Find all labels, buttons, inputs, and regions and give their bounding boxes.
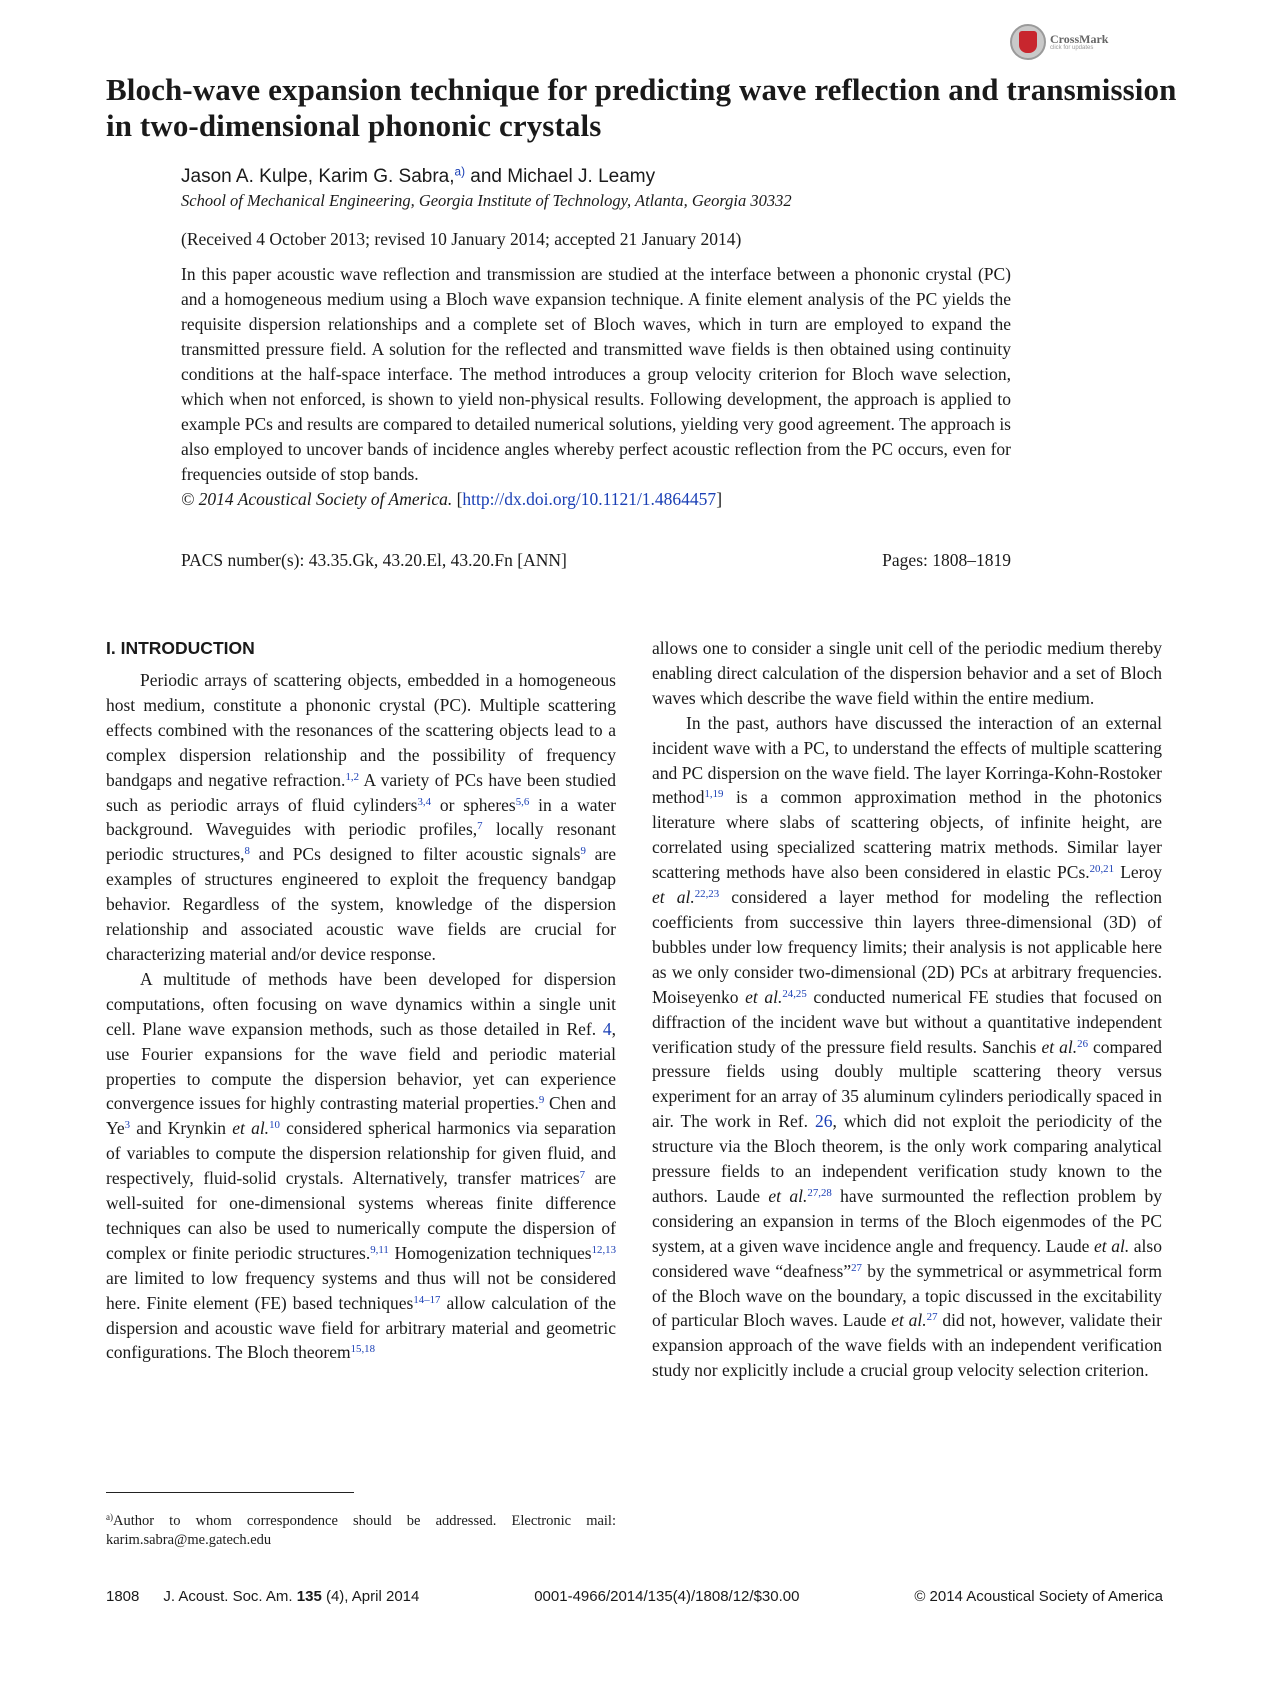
citation-link[interactable]: 27: [926, 1311, 938, 1324]
citation-link[interactable]: 15,18: [350, 1343, 376, 1356]
intro-paragraph-3: [652, 711, 1162, 1383]
citation-link[interactable]: 9: [580, 845, 586, 858]
text-run: Homogenization techniques: [388, 1242, 592, 1263]
section-heading: I. INTRODUCTION: [106, 638, 255, 658]
et-al: et al.: [745, 986, 783, 1007]
citation-link[interactable]: 7: [579, 1169, 586, 1182]
citation-link[interactable]: 1,19: [704, 788, 724, 801]
text-run: considered spherical harmonics via separation of variables to compute the dispersion relationship for given fluid, and respectively, fluid-solid crystals. Alternatively, transfer matrices: [106, 1118, 616, 1189]
text-run: have surmounted the reflection problem by considering an expansion in terms of the Bloch eigenmodes of the PC system, at a given wave incidence angle and frequency. Laude: [652, 1185, 1162, 1256]
citation-link[interactable]: 9: [538, 1094, 545, 1107]
text-run: , use Fourier expansions for the wave field and periodic material properties to compute the dispersion behavior, yet can experience convergence issues for highly contrasting material properties.: [106, 1018, 616, 1114]
reference-link[interactable]: 4: [602, 1018, 612, 1039]
text-run: and PCs designed to filter acoustic signals: [249, 844, 581, 865]
text-run: considered a layer method for modeling the reflection coefficients from successive thin layers three-dimensional (3D) of bubbles under low frequency limits; their analysis is not applicable here as we only consider two-dimensional (2D) PCs at arbitrary frequencies. Moiseyenko: [652, 887, 1162, 1007]
et-al: et al.: [768, 1185, 808, 1206]
text-run: are examples of structures engineered to exploit the frequency bandgap behavior. Regardless of the system, knowledge of the dispersion relationship and associated acoustic wave fields are crucial for characterizing material and/or device response.: [106, 844, 616, 964]
text-run: or spheres: [431, 794, 516, 815]
text-run: , which did not exploit the periodicity of the structure via the Bloch theorem, is the only work comparing analytical pressure fields to an independent verification study known to the authors. Laude: [652, 1111, 1162, 1206]
text-run: Leroy: [1114, 862, 1162, 883]
footnote: [106, 1512, 616, 1550]
page-number: 1808: [106, 1588, 140, 1605]
text-run: compared pressure fields using doubly multiple scattering theory versus experiment for an array of 35 aluminum cylinders periodically spaced in air. The work in Ref.: [652, 1036, 1163, 1132]
text-run: also considered wave “deafness”: [652, 1235, 1162, 1281]
crossmark-icon: [1010, 24, 1046, 60]
text-run: are well-suited for one-dimensional systems whereas finite difference techniques can also be used to numerically compute the dispersion of complex or finite periodic structures.: [106, 1168, 616, 1263]
et-al: et al.: [891, 1310, 927, 1331]
text-run: and Krynkin: [130, 1118, 233, 1139]
citation-link[interactable]: 7: [477, 820, 483, 833]
footnote-mark: a): [106, 1512, 113, 1523]
affiliation: School of Mechanical Engineering, Georgia Institute of Technology, Atlanta, Georgia 30332: [181, 191, 792, 210]
page-footer: [106, 1588, 1163, 1606]
right-column: [652, 636, 1162, 1383]
et-al: et al.: [232, 1118, 270, 1139]
text-run: In the past, authors have discussed the interaction of an external incident wave with a PC, to understand the effects of multiple scattering and PC dispersion on the wave field. The layer Korringa-Kohn-Rostoker method: [652, 712, 1162, 808]
text-run: allow calculation of the dispersion and acoustic wave field for arbitrary material and geometric configurations. The Bloch theorem: [106, 1292, 616, 1363]
citation-link[interactable]: 20,21: [1089, 863, 1115, 876]
text-run: in a water background. Waveguides with periodic profiles,: [106, 794, 616, 840]
text-run: by the symmetrical or asymmetrical form of the Bloch wave on the boundary, a topic discussed in the excitability of particular Bloch waves. Laude: [652, 1260, 1162, 1331]
citation-link[interactable]: 12,13: [591, 1243, 617, 1256]
doi-link[interactable]: http://dx.doi.org/10.1121/1.4864457: [462, 489, 717, 509]
citation-link[interactable]: 3: [124, 1119, 131, 1132]
footnote-text: Author to whom correspondence should be addressed. Electronic mail: karim.sabra@me.gatech.edu: [106, 1513, 616, 1548]
citation-link[interactable]: 14–17: [413, 1293, 441, 1306]
citation-link[interactable]: 27: [851, 1261, 862, 1274]
citation-link[interactable]: 10: [269, 1119, 280, 1132]
citation-link[interactable]: 3,4: [417, 795, 432, 808]
text-run: locally resonant periodic structures,: [106, 819, 617, 865]
left-column: [106, 636, 616, 1365]
text-run: are limited to low frequency systems and thus will not be considered here. Finite element (FE) based techniques: [106, 1267, 616, 1313]
author-note-mark[interactable]: a): [454, 165, 465, 179]
footer-copyright: © 2014 Acoustical Society of America: [914, 1588, 1163, 1605]
text-run: Chen and Ye: [106, 1093, 616, 1139]
et-al: et al.: [1094, 1235, 1130, 1256]
author-names-2: and Michael J. Leamy: [465, 166, 656, 187]
crossmark-badge[interactable]: [1010, 22, 1120, 62]
text-run: A variety of PCs have been studied such as periodic arrays of fluid cylinders: [106, 769, 616, 815]
intro-paragraph-2: [106, 967, 616, 1366]
footnote-divider: [106, 1492, 354, 1493]
intro-paragraph-continued: allows one to consider a single unit cell of the periodic medium thereby enabling direct calculation of the dispersion behavior and a set of Bloch waves which describe the wave field within the entire medium.: [652, 638, 1162, 708]
abstract: In this paper acoustic wave reflection and transmission are studied at the interface between a phononic crystal (PC) and a homogeneous medium using a Bloch wave expansion technique. A finite element analysis of the PC yields the requisite dispersion relationships and a complete set of Bloch waves, which in turn are employed to expand the transmitted pressure field. A solution for the reflected and transmitted wave fields is then obtained using continuity conditions at the half-space interface. The method introduces a group velocity criterion for Bloch wave selection, which when not enforced, is shown to yield non-physical results. Following development, the approach is applied to example PCs and results are compared to detailed numerical solutions, yielding very good agreement. The approach is also employed to uncover bands of incidence angles whereby perfect acoustic reflection from the PC occurs, even for frequencies outside of stop bands. © 2014 Acoustical Society of America. [http://dx.doi.org/10.1121/1.4864457]: [181, 264, 1011, 509]
journal-name: J. Acoust. Soc. Am.: [163, 1588, 297, 1605]
abstract-text: In this paper acoustic wave reflection and transmission are studied at the interface between a phononic crystal (PC) and a homogeneous medium using a Bloch wave expansion technique. A finite element analysis of the PC yields the requisite dispersion relationships and a complete set of Bloch waves, which in turn are employed to expand the transmitted pressure field. A solution for the reflected and transmitted wave fields is then obtained using continuity conditions at the half-space interface. The method introduces a group velocity criterion for Bloch wave selection, which when not enforced, is shown to yield non-physical results. Following development, the approach is applied to example PCs and results are compared to detailed numerical solutions, yielding very good agreement. The approach is also employed to uncover bands of incidence angles whereby perfect acoustic reflection from the PC occurs, even for frequencies outside of stop bands.: [181, 264, 1011, 484]
citation-link[interactable]: 9,11: [370, 1243, 389, 1256]
received-dates: (Received 4 October 2013; revised 10 January 2014; accepted 21 January 2014): [181, 229, 742, 249]
citation-link[interactable]: 26: [1077, 1037, 1088, 1050]
text-run: Periodic arrays of scattering objects, embedded in a homogeneous host medium, constitute a phononic crystal (PC). Multiple scattering effects combined with the resonances of the scattering objects lead to a complex dispersion relationship and the possibility of frequency bandgaps and negative refraction.: [106, 670, 616, 790]
author-list: [181, 166, 655, 188]
citation-link[interactable]: 8: [244, 845, 250, 858]
et-al: et al.: [1041, 1036, 1078, 1057]
abstract-copyright: © 2014 Acoustical Society of America.: [181, 489, 453, 509]
citation-link[interactable]: 5,6: [515, 795, 530, 808]
text-run: conducted numerical FE studies that focused on diffraction of the incident wave but without a quantitative independent verification study of the pressure field results. Sanchis: [652, 986, 1162, 1057]
crossmark-label: CrossMark: [1050, 31, 1109, 46]
citation-link[interactable]: 24,25: [782, 987, 807, 1000]
article-code: 0001-4966/2014/135(4)/1808/12/$30.00: [534, 1588, 800, 1605]
pacs-row: [181, 549, 1011, 571]
reference-link[interactable]: 26: [814, 1111, 833, 1132]
author-names-1: Jason A. Kulpe, Karim G. Sabra,: [181, 166, 455, 187]
citation-link[interactable]: 27,28: [807, 1186, 832, 1199]
et-al: et al.: [652, 887, 695, 908]
journal-volume: 135: [296, 1588, 322, 1605]
citation-link[interactable]: 22,23: [694, 888, 720, 901]
text-run: did not, however, validate their expansion approach of the wave fields with an independent verification study nor explicitly include a crucial group velocity selection criterion.: [652, 1310, 1162, 1381]
crossmark-sublabel: click for updates: [1050, 44, 1094, 51]
paper-title: Bloch-wave expansion technique for predicting wave reflection and transmission in two-dimensional phononic crystals: [106, 72, 1177, 143]
pacs-numbers: PACS number(s): 43.35.Gk, 43.20.El, 43.20.Fn [ANN]: [181, 550, 567, 570]
citation-link[interactable]: 1,2: [345, 770, 359, 783]
journal-issue: (4), April 2014: [321, 1588, 420, 1605]
text-run: A multitude of methods have been developed for dispersion computations, often focusing on wave dynamics within a single unit cell. Plane wave expansion methods, such as those detailed in Ref.: [106, 968, 616, 1039]
page-range: Pages: 1808–1819: [882, 550, 1011, 570]
intro-paragraph-1: [106, 668, 616, 967]
text-run: is a common approximation method in the photonics literature where slabs of scattering objects, of infinite height, are correlated using specialized scattering matrix methods. Similar layer scattering methods have also been considered in elastic PCs.: [652, 787, 1162, 883]
